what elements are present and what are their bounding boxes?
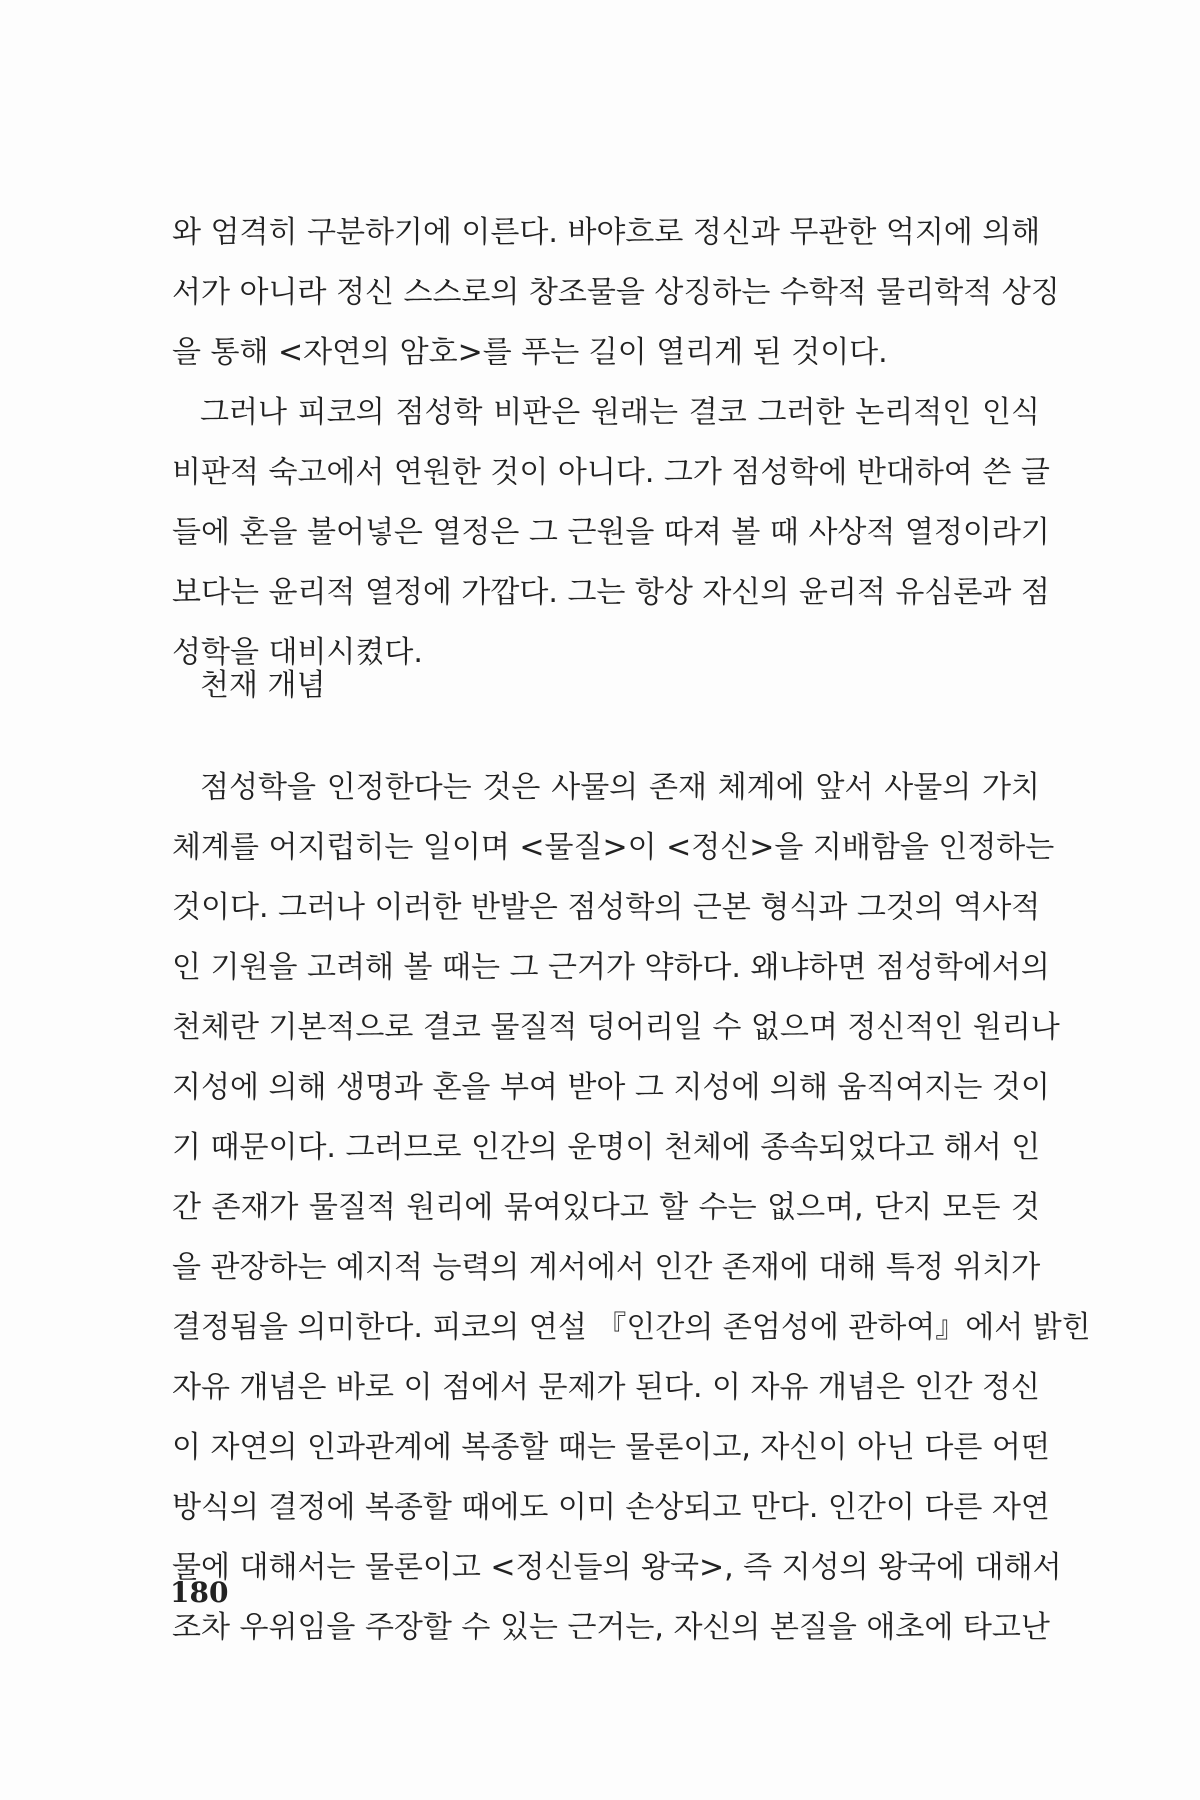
text-line: 와 엄격히 구분하기에 이른다. 바야흐로 정신과 무관한 억지에 의해 [172,215,1041,250]
text-line: 들에 혼을 불어넣은 열정은 그 근원을 따져 볼 때 사상적 열정이라기 [172,515,1050,550]
text-line: 지성에 의해 생명과 혼을 부여 받아 그 지성에 의해 움직여지는 것이 [172,1070,1050,1105]
text-line: 그러나 피코의 점성학 비판은 원래는 결코 그러한 논리적인 인식 [200,395,1040,430]
text-line: 조차 우위임을 주장할 수 있는 근거는, 자신의 본질을 애초에 타고난 [172,1610,1050,1645]
text-line: 것이다. 그러나 이러한 반발은 점성학의 근본 형식과 그것의 역사적 [172,890,1041,925]
text-line: 체계를 어지럽히는 일이며 <물질>이 <정신>을 지배함을 인정하는 [172,830,1055,865]
text-line: 보다는 윤리적 열정에 가깝다. 그는 항상 자신의 윤리적 유심론과 점 [172,575,1050,610]
text-line: 서가 아니라 정신 스스로의 창조물을 상징하는 수학적 물리학적 상징 [172,275,1060,310]
text-line: 천체란 기본적으로 결코 물질적 덩어리일 수 없으며 정신적인 원리나 [172,1010,1060,1045]
text-line: 성학을 대비시켰다. [172,635,423,670]
text-line: 방식의 결정에 복종할 때에도 이미 손상되고 만다. 인간이 다른 자연 [172,1490,1050,1525]
text-line: 을 관장하는 예지적 능력의 계서에서 인간 존재에 대해 특정 위치가 [172,1250,1041,1285]
text-line: 점성학을 인정한다는 것은 사물의 존재 체계에 앞서 사물의 가치 [200,770,1040,805]
page-number: 180 [170,1576,229,1609]
text-line: 비판적 숙고에서 연원한 것이 아니다. 그가 점성학에 반대하여 쓴 글 [172,455,1050,490]
section-heading: 천재 개념 [200,668,326,703]
text-line: 인 기원을 고려해 볼 때는 그 근거가 약하다. 왜냐하면 점성학에서의 [172,950,1050,985]
text-line: 물에 대해서는 물론이고 <정신들의 왕국>, 즉 지성의 왕국에 대해서 [172,1550,1062,1585]
text-line: 자유 개념은 바로 이 점에서 문제가 된다. 이 자유 개념은 인간 정신 [172,1370,1040,1405]
text-line: 간 존재가 물질적 원리에 묶여있다고 할 수는 없으며, 단지 모든 것 [172,1190,1040,1225]
text-line: 기 때문이다. 그러므로 인간의 운명이 천체에 종속되었다고 해서 인 [172,1130,1041,1165]
paragraph-critique [172,383,1050,683]
text-line: 이 자연의 인과관계에 복종할 때는 물론이고, 자신이 아닌 다른 어떤 [172,1430,1050,1465]
text-line: 결정됨을 의미한다. 피코의 연설 『인간의 존엄성에 관하여』에서 밝힌 [172,1310,1091,1345]
paragraph-continuation [172,203,1060,383]
paragraph-body [172,758,1091,1658]
text-line: 을 통해 <자연의 암호>를 푸는 길이 열리게 된 것이다. [172,335,888,370]
